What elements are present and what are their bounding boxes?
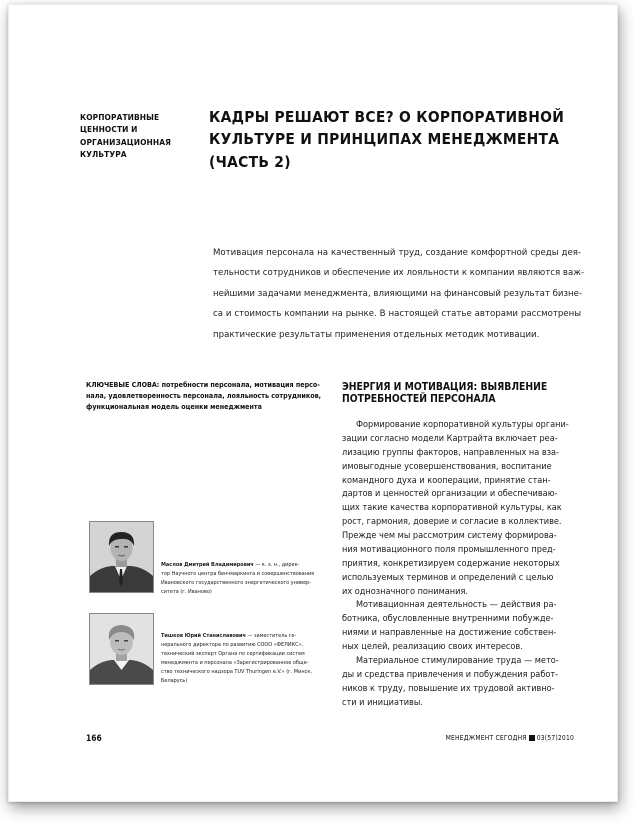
body-line: ниями и направленные на достижение собствен- [342, 628, 557, 639]
body-line: используемых терминов и определений с целью [342, 572, 554, 583]
page-number: 166 [86, 733, 102, 743]
bio-line: ство технического надзора TUV Thuringen e.V.» (г. Минск, [161, 669, 312, 676]
body-line: командного духа и кооперации, принятие стан- [342, 475, 551, 486]
lead-line: Мотивация персонала на качественный труд, создание комфортной среды дея- [213, 248, 581, 258]
body-line: ботника, обусловленные внутренними побужде- [342, 614, 554, 625]
keywords-line: функциональная модель оценки менеджмента [86, 402, 262, 412]
bio-line: ситета (г. Иваново) [161, 589, 212, 596]
section-title [342, 381, 547, 406]
rubric-line: ЦЕННОСТИ И [80, 124, 138, 135]
body-line: щих такие качества корпоративной культуры, как [342, 503, 562, 514]
body-line: имовыгодные усовершенствования, воспитание [342, 461, 552, 472]
body-line: Материальное стимулирование труда — мето- [356, 655, 559, 666]
lead-line: практические результаты применения отдельных методик мотивации. [213, 329, 540, 340]
author-bio-maslov [161, 561, 321, 597]
title-line: КАДРЫ РЕШАЮТ ВСЕ? О КОРПОРАТИВНОЙ [209, 108, 565, 126]
body-line: ды и средства привлечения и побуждения работ- [342, 669, 559, 680]
author-photo-maslov [89, 521, 154, 593]
body-line: ния мотивационного поля промышленного пред- [342, 544, 556, 555]
title-line: КУЛЬТУРЕ И ПРИНЦИПАХ МЕНЕДЖМЕНТА [209, 130, 560, 149]
body-line: дартов и ценностей организации и обеспечиваю- [342, 489, 558, 500]
journal-footer [446, 734, 574, 742]
body-line: Мотивационная деятельность — действия ра- [356, 600, 557, 611]
body-line: их однозначного понимания. [342, 586, 468, 597]
body-line: ных целей, реализацию своих интересов. [342, 642, 523, 652]
section-title-line: ЭНЕРГИЯ И МОТИВАЦИЯ: ВЫЯВЛЕНИЕ [342, 381, 548, 393]
bio-line: нерального директора по развитию СООО «ФЕЛИКС», [161, 642, 304, 649]
rubric-line: ОРГАНИЗАЦИОННАЯ [80, 136, 171, 147]
bio-line: тор Научного центра бенчмаркинга и совершенствования [161, 571, 315, 578]
body-line: приятия, конкретизируем содержание некоторых [342, 558, 560, 569]
body-line: зации согласно модели Картрайта включает реа- [342, 433, 558, 444]
article-title [209, 106, 589, 173]
author-name: Маслов Дмитрий Владимирович [161, 562, 254, 568]
bio-line [161, 632, 321, 641]
rubric-heading [80, 111, 190, 160]
journal-issue: 03(57)2010 [536, 734, 574, 742]
bio-line: Ивановского государственного энергетического универ- [161, 580, 311, 587]
bio-line: менеджмента и персонала «Зарегистрированное обще- [161, 660, 309, 667]
lead-line: тельности сотрудников и обеспечение их лояльности к компании являются важ- [213, 268, 585, 279]
body-line: сти и инициативы. [342, 697, 423, 708]
body-line: рост, гармония, доверие и согласие в коллективе. [342, 517, 562, 528]
bio-line [161, 561, 321, 570]
article-lead [213, 243, 585, 345]
body-line: лизацию группы факторов, направленных на вза- [342, 447, 560, 458]
body-line: Формирование корпоративной культуры органи- [356, 420, 569, 430]
keywords [86, 379, 322, 413]
rubric-line: КУЛЬТУРА [80, 148, 127, 159]
author-bio-tishkov [161, 632, 321, 687]
section-title-line: ПОТРЕБНОСТЕЙ ПЕРСОНАЛА [342, 393, 496, 406]
body-line: ников к труду, повышение их трудовой активно- [342, 683, 555, 694]
author-photo-tishkov [89, 613, 154, 685]
journal-name: МЕНЕДЖМЕНТ СЕГОДНЯ [445, 734, 527, 742]
lead-line: са и стоимость компании на рынке. В настоящей статье авторами рассмотрены [213, 309, 581, 320]
bio-text: — к. э. н., дирек- [253, 562, 300, 568]
body-line: Прежде чем мы рассмотрим систему формирова- [342, 531, 557, 541]
bio-line: Беларусь) [161, 678, 188, 685]
bio-text: — заместитель ге- [245, 633, 297, 639]
rubric-line: КОРПОРАТИВНЫЕ [80, 112, 160, 122]
title-line: (ЧАСТЬ 2) [209, 152, 291, 171]
square-icon [529, 735, 535, 741]
author-name: Тишков Юрий Станиславович [161, 633, 246, 639]
bio-line: технический эксперт Органа по сертификации систем [161, 651, 305, 658]
keywords-line: нала, удовлетворенность персонала, лояльность сотрудников, [86, 391, 322, 401]
keywords-line: КЛЮЧЕВЫЕ СЛОВА: потребности персонала, мотивация персо- [86, 380, 320, 389]
article-body [342, 419, 578, 710]
lead-line: нейшими задачами менеджмента, влияющими на финансовый результат бизне- [213, 288, 583, 299]
